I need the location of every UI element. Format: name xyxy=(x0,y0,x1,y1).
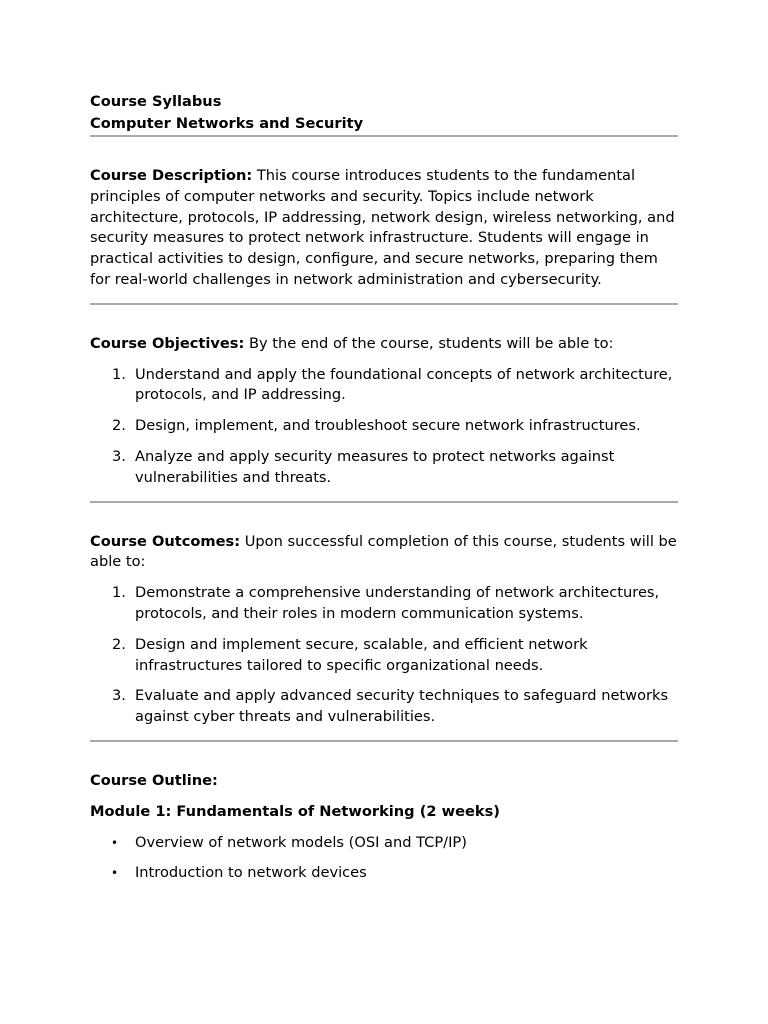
outline-label: Course Outline: xyxy=(90,771,218,789)
item-text: Design, implement, and troubleshoot secure network infrastructures. xyxy=(135,417,641,435)
item-number: 1. xyxy=(112,584,126,602)
description-label: Course Description: xyxy=(90,167,253,184)
divider xyxy=(90,303,678,305)
objectives-label: Course Objectives: xyxy=(90,334,245,352)
objectives-list xyxy=(90,365,678,489)
list-item xyxy=(90,583,678,625)
outcomes-label: Course Outcomes: xyxy=(90,532,241,550)
outline-section xyxy=(90,771,678,884)
description-text: This course introduces students to the fundamental principles of computer networks and security. Topics include network architecture, protocols, IP addressing, network design, wireless networking, and security measures to protect network infrastructure. Students will engage in practical activities to design, configure, and secure networks, preparing them for real-world challenges in network administration and cybersecurity. xyxy=(90,167,675,288)
list-item xyxy=(90,365,678,407)
item-text: Design and implement secure, scalable, and efficient network infrastructures tailored to specific organizational needs. xyxy=(135,635,588,674)
bullet-icon: • xyxy=(111,866,119,881)
divider xyxy=(90,501,678,503)
outcomes-intro xyxy=(90,532,678,574)
list-item xyxy=(90,447,678,489)
item-text: Evaluate and apply advanced security techniques to safeguard networks against cyber threats and vulnerabilities. xyxy=(135,687,669,726)
item-number: 2. xyxy=(112,417,126,435)
list-item xyxy=(90,863,678,884)
module-title: Module 1: Fundamentals of Networking (2 weeks) xyxy=(90,802,500,820)
item-number: 3. xyxy=(112,447,126,465)
document-title: Course Syllabus xyxy=(90,93,222,110)
bullet-icon: • xyxy=(111,835,119,850)
objectives-section xyxy=(90,334,678,489)
divider xyxy=(90,740,678,742)
list-item xyxy=(90,635,678,677)
list-item xyxy=(90,416,678,437)
objectives-intro xyxy=(90,334,678,355)
course-name: Computer Networks and Security xyxy=(90,115,364,132)
document-body xyxy=(90,91,678,884)
list-item xyxy=(90,833,678,854)
objectives-intro-text: By the end of the course, students will be able to: xyxy=(244,334,614,352)
module-topics-list xyxy=(90,833,678,885)
item-text: Analyze and apply security measures to protect networks against vulnerabilities and threats. xyxy=(135,447,615,486)
outcomes-section xyxy=(90,532,678,728)
description-paragraph xyxy=(90,166,678,291)
outline-heading xyxy=(90,771,678,792)
outcomes-intro-text: Upon successful completion of this course, students will be able to: xyxy=(90,532,677,571)
item-number: 2. xyxy=(112,635,126,653)
item-text: Overview of network models (OSI and TCP/IP) xyxy=(135,833,467,851)
item-text: Understand and apply the foundational concepts of network architecture, protocols, and IP addressing. xyxy=(135,365,673,404)
description-section xyxy=(90,166,678,291)
item-text: Introduction to network devices xyxy=(135,864,367,882)
divider xyxy=(90,135,678,137)
item-number: 1. xyxy=(112,365,126,383)
list-item xyxy=(90,686,678,728)
outcomes-list xyxy=(90,583,678,728)
item-number: 3. xyxy=(112,687,126,705)
item-text: Demonstrate a comprehensive understanding of network architectures, protocols, and their roles in modern communication systems. xyxy=(135,584,660,622)
